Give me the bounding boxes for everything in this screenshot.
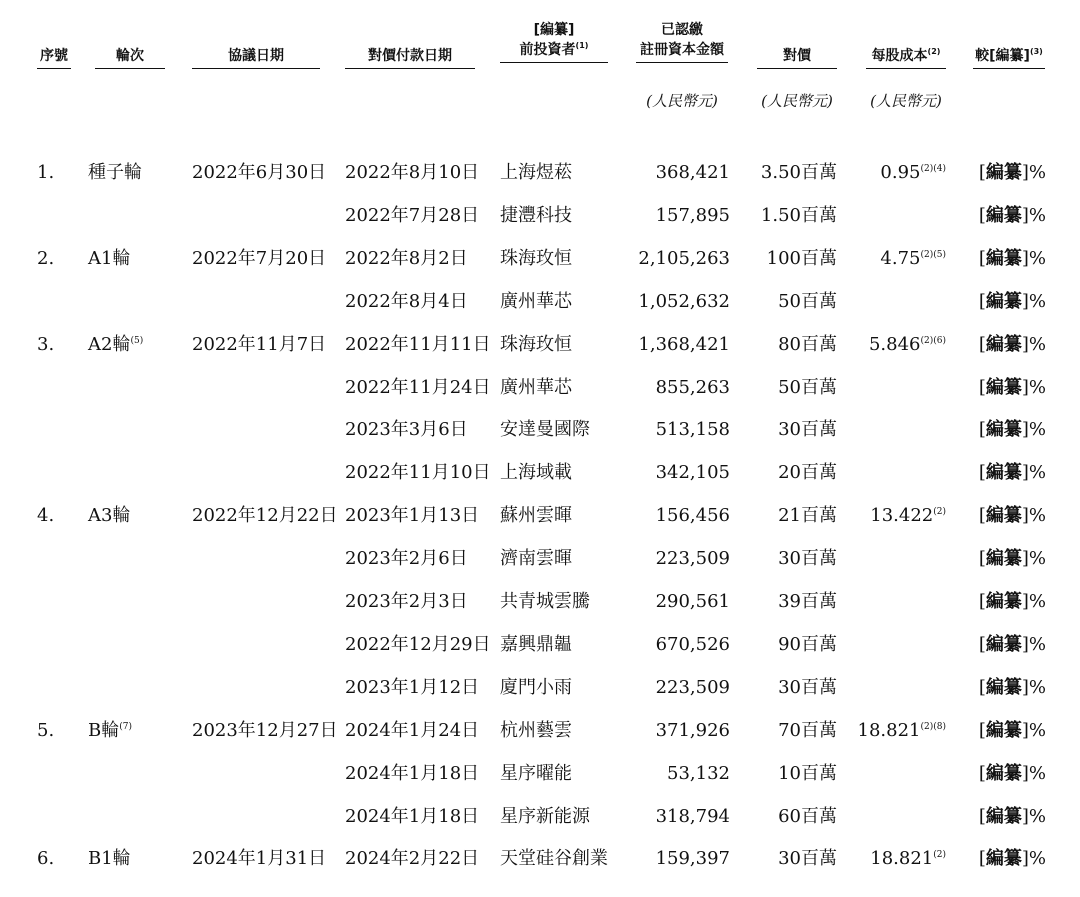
header-discount [973, 46, 1045, 69]
cell-capital: 1,368,421 [638, 333, 730, 355]
cell-payment: 2024年1月18日 [345, 762, 480, 784]
cell-payment: 2022年11月11日 [345, 333, 491, 355]
cell-agreement: 2023年12月27日 [192, 719, 338, 741]
cell-capital: 223,509 [655, 676, 730, 698]
cell-agreement: 2022年12月22日 [192, 505, 338, 527]
cell-capital: 318,794 [655, 805, 730, 827]
cell-consideration: 50百萬 [778, 290, 837, 312]
cell-discount: [編纂]% [978, 333, 1046, 355]
cell-consideration: 80百萬 [778, 333, 837, 355]
cell-investor: 捷灃科技 [500, 204, 572, 226]
cell-capital: 159,397 [655, 848, 730, 870]
cell-round: 種子輪 [88, 162, 142, 183]
cell-cost: 18.821$^{(2)}$ [870, 848, 946, 870]
cell-consideration: 1.50百萬 [760, 204, 837, 226]
cell-consideration: 39百萬 [778, 591, 837, 612]
cell-discount: [編纂]% [978, 204, 1046, 226]
cell-investor: 珠海玫恒 [500, 247, 572, 269]
cell-consideration: 90百萬 [778, 633, 837, 655]
cell-consideration: 10百萬 [778, 762, 837, 784]
cell-payment: 2022年8月4日 [345, 290, 468, 312]
cell-capital: 855,263 [655, 376, 730, 398]
cell-payment: 2023年1月13日 [345, 505, 480, 527]
cell-consideration: 3.50百萬 [760, 162, 837, 183]
cell-consideration: 30百萬 [778, 419, 837, 441]
cell-discount: [編纂]% [978, 462, 1046, 484]
cell-payment: 2022年11月10日 [345, 462, 491, 484]
cell-seq: 5. [37, 719, 55, 741]
unit-capital: (人民幣元) [646, 92, 718, 110]
cell-capital: 670,526 [655, 633, 730, 655]
cell-discount: [編纂]% [978, 162, 1046, 183]
cell-agreement: 2022年6月30日 [192, 162, 327, 183]
header-cost-label: 每股成本$^{(2)}$ [866, 46, 946, 69]
cell-round: B1輪 [88, 848, 131, 870]
header-capital [636, 20, 728, 63]
cell-payment: 2024年1月18日 [345, 805, 480, 827]
cell-investor: 上海域載 [500, 462, 572, 484]
header-capital-line2: 註冊資本金額 [636, 40, 728, 63]
cell-investor: 天堂硅谷創業 [500, 848, 608, 870]
cell-investor: 廈門小雨 [500, 676, 572, 698]
cell-discount: [編纂]% [978, 762, 1046, 784]
cell-capital: 2,105,263 [638, 247, 730, 269]
cell-capital: 368,421 [655, 162, 730, 183]
cell-cost: $4.75^{(2)(5)}$ [880, 247, 946, 269]
cell-capital: 223,509 [655, 548, 730, 570]
cell-capital: 53,132 [667, 762, 730, 784]
cell-consideration: 20百萬 [778, 462, 837, 484]
cell-investor: 廣州華芯 [500, 290, 572, 312]
header-investor-label: 前投資者$^{(1)}$ [500, 40, 608, 63]
cell-seq: 3. [37, 333, 55, 355]
cell-payment: 2024年2月22日 [345, 848, 480, 870]
unit-consideration: (人民幣元) [761, 92, 833, 110]
cell-payment: 2022年7月28日 [345, 204, 480, 226]
cell-investor: 珠海玫恒 [500, 333, 572, 355]
cell-round: A3輪 [88, 505, 131, 527]
cell-capital: 157,895 [655, 204, 730, 226]
cell-capital: 156,456 [655, 505, 730, 527]
cell-discount: [編纂]% [978, 591, 1046, 612]
cell-discount: [編纂]% [978, 290, 1046, 312]
unit-cost: (人民幣元) [870, 92, 942, 110]
cell-cost: 13.422$^{(2)}$ [870, 505, 946, 527]
header-investor [500, 20, 608, 63]
cell-capital: 513,158 [655, 419, 730, 441]
cell-discount: [編纂]% [978, 505, 1046, 527]
cell-investor: 星序曜能 [500, 762, 572, 784]
cell-discount: [編纂]% [978, 676, 1046, 698]
cell-capital: 1,052,632 [638, 290, 730, 312]
cell-consideration: 21百萬 [778, 505, 837, 527]
header-payment-date [345, 46, 475, 69]
cell-discount: [編纂]% [978, 633, 1046, 655]
cell-round: A1輪 [88, 247, 131, 269]
header-seq-label: 序號 [37, 46, 71, 69]
cell-payment: 2023年1月12日 [345, 676, 480, 698]
header-round-label: 輪次 [95, 46, 165, 69]
cell-round: B輪$^{(7)}$ [88, 719, 132, 741]
cell-investor: 蘇州雲暉 [500, 505, 572, 527]
cell-agreement: 2022年11月7日 [192, 333, 327, 355]
cell-cost: $18.821^{(2)(8)}$ [857, 719, 946, 741]
cell-agreement: 2022年7月20日 [192, 247, 327, 269]
cell-discount: [編纂]% [978, 719, 1046, 741]
cell-payment: 2023年2月3日 [345, 591, 468, 612]
cell-capital: 290,561 [655, 591, 730, 612]
cell-consideration: 70百萬 [778, 719, 837, 741]
cell-investor: 安達曼國際 [500, 419, 590, 441]
cell-discount: [編纂]% [978, 805, 1046, 827]
cell-payment: 2022年11月24日 [345, 376, 491, 398]
cell-seq: 4. [37, 505, 55, 527]
cell-agreement: 2024年1月31日 [192, 848, 327, 870]
header-round [95, 46, 165, 69]
cell-discount: [編纂]% [978, 376, 1046, 398]
cell-cost: $5.846^{(2)(6)}$ [868, 333, 946, 355]
cell-payment: 2022年8月2日 [345, 247, 468, 269]
cell-payment: 2022年12月29日 [345, 633, 491, 655]
cell-seq: 6. [37, 848, 55, 870]
cell-investor: 杭州藝雲 [500, 719, 572, 741]
header-agreement-date [192, 46, 320, 69]
cell-discount: [編纂]% [978, 247, 1046, 269]
cell-seq: 2. [37, 247, 55, 269]
cell-discount: [編纂]% [978, 848, 1046, 870]
cell-consideration: 60百萬 [778, 805, 837, 827]
header-consideration-label: 對價 [757, 46, 837, 69]
cell-cost: $0.95^{(2)(4)}$ [880, 162, 946, 183]
cell-consideration: 30百萬 [778, 848, 837, 870]
cell-consideration: 100百萬 [766, 247, 837, 269]
header-capital-line1: 已認繳 [661, 22, 703, 38]
header-seq [37, 46, 71, 69]
cell-payment: 2023年2月6日 [345, 548, 468, 570]
cell-discount: [編纂]% [978, 548, 1046, 570]
cell-seq: 1. [37, 162, 55, 183]
header-investor-pre: [編纂] [533, 22, 575, 38]
cell-payment: 2024年1月24日 [345, 719, 480, 741]
header-consideration [757, 46, 837, 69]
cell-capital: 371,926 [655, 719, 730, 741]
cell-payment: 2023年3月6日 [345, 419, 468, 441]
cell-investor: 嘉興鼎韞 [500, 633, 572, 655]
header-agreement-date-label: 協議日期 [192, 46, 320, 69]
header-cost [866, 46, 946, 69]
cell-investor: 上海煜菘 [500, 162, 572, 183]
cell-round: A2輪$^{(5)}$ [88, 333, 144, 355]
header-payment-date-label: 對價付款日期 [345, 46, 475, 69]
cell-investor: 共青城雲騰 [500, 591, 590, 612]
cell-capital: 342,105 [655, 462, 730, 484]
cell-consideration: 30百萬 [778, 676, 837, 698]
header-discount-label: 較[編纂]$^{(3)}$ [973, 46, 1045, 69]
cell-consideration: 50百萬 [778, 376, 837, 398]
cell-investor: 星序新能源 [500, 805, 590, 827]
cell-discount: [編纂]% [978, 419, 1046, 441]
cell-consideration: 30百萬 [778, 548, 837, 570]
cell-investor: 廣州華芯 [500, 376, 572, 398]
cell-payment: 2022年8月10日 [345, 162, 480, 183]
cell-investor: 濟南雲暉 [500, 548, 572, 570]
